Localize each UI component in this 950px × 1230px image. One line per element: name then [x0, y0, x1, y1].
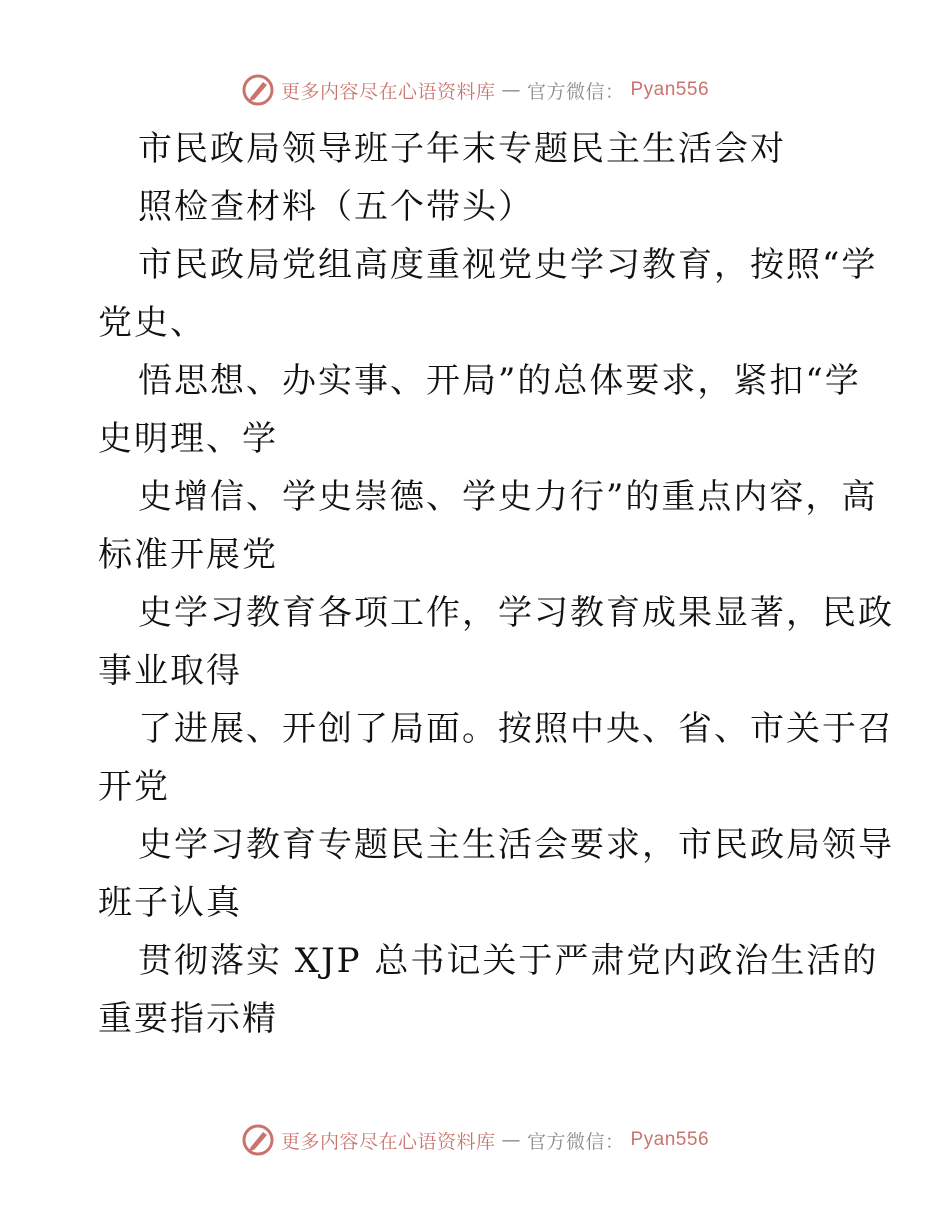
document-body: [98, 120, 894, 1048]
watermark-dash: —: [501, 79, 521, 101]
document-line: 史增信、学史崇德、学史力行”的重点内容，高: [138, 477, 878, 517]
header-watermark: [0, 70, 950, 110]
quill-logo-icon: [241, 73, 275, 107]
footer-watermark: [0, 1120, 950, 1160]
document-line: 重要指示精: [98, 999, 278, 1039]
document-line: 照检查材料（五个带头）: [138, 187, 534, 227]
watermark-dash: —: [501, 1129, 521, 1151]
quill-logo-icon: [241, 1123, 275, 1157]
watermark-brand-text: 更多内容尽在心语资料库: [280, 1130, 496, 1153]
document-line: 史学习教育专题民主生活会要求，市民政局领导: [138, 825, 894, 865]
document-line: 市民政局党组高度重视党史学习教育，按照“学: [138, 245, 878, 285]
document-line: 悟思想、办实事、开局”的总体要求，紧扣“学: [138, 361, 861, 401]
document-line: 了进展、开创了局面。按照中央、省、市关于召: [138, 709, 894, 749]
document-line: 市民政局领导班子年末专题民主生活会对: [138, 129, 786, 169]
watermark-wechat-label: 官方微信：: [526, 1130, 625, 1153]
watermark-brand-text: 更多内容尽在心语资料库: [280, 80, 496, 103]
watermark-wechat-label: 官方微信：: [526, 80, 625, 103]
document-line: 开党: [98, 767, 170, 807]
document-line: 标准开展党: [98, 535, 278, 575]
document-line: 史明理、学: [98, 419, 278, 459]
document-line: 史学习教育各项工作，学习教育成果显著，民政: [138, 593, 894, 633]
document-line: 事业取得: [98, 651, 242, 691]
document-line: 党史、: [98, 303, 206, 343]
document-line: 贯彻落实 XJP 总书记关于严肃党内政治生活的: [138, 941, 879, 981]
watermark-wechat-id: Pyan556: [630, 79, 710, 100]
watermark-wechat-id: Pyan556: [630, 1129, 710, 1150]
document-line: 班子认真: [98, 883, 242, 923]
